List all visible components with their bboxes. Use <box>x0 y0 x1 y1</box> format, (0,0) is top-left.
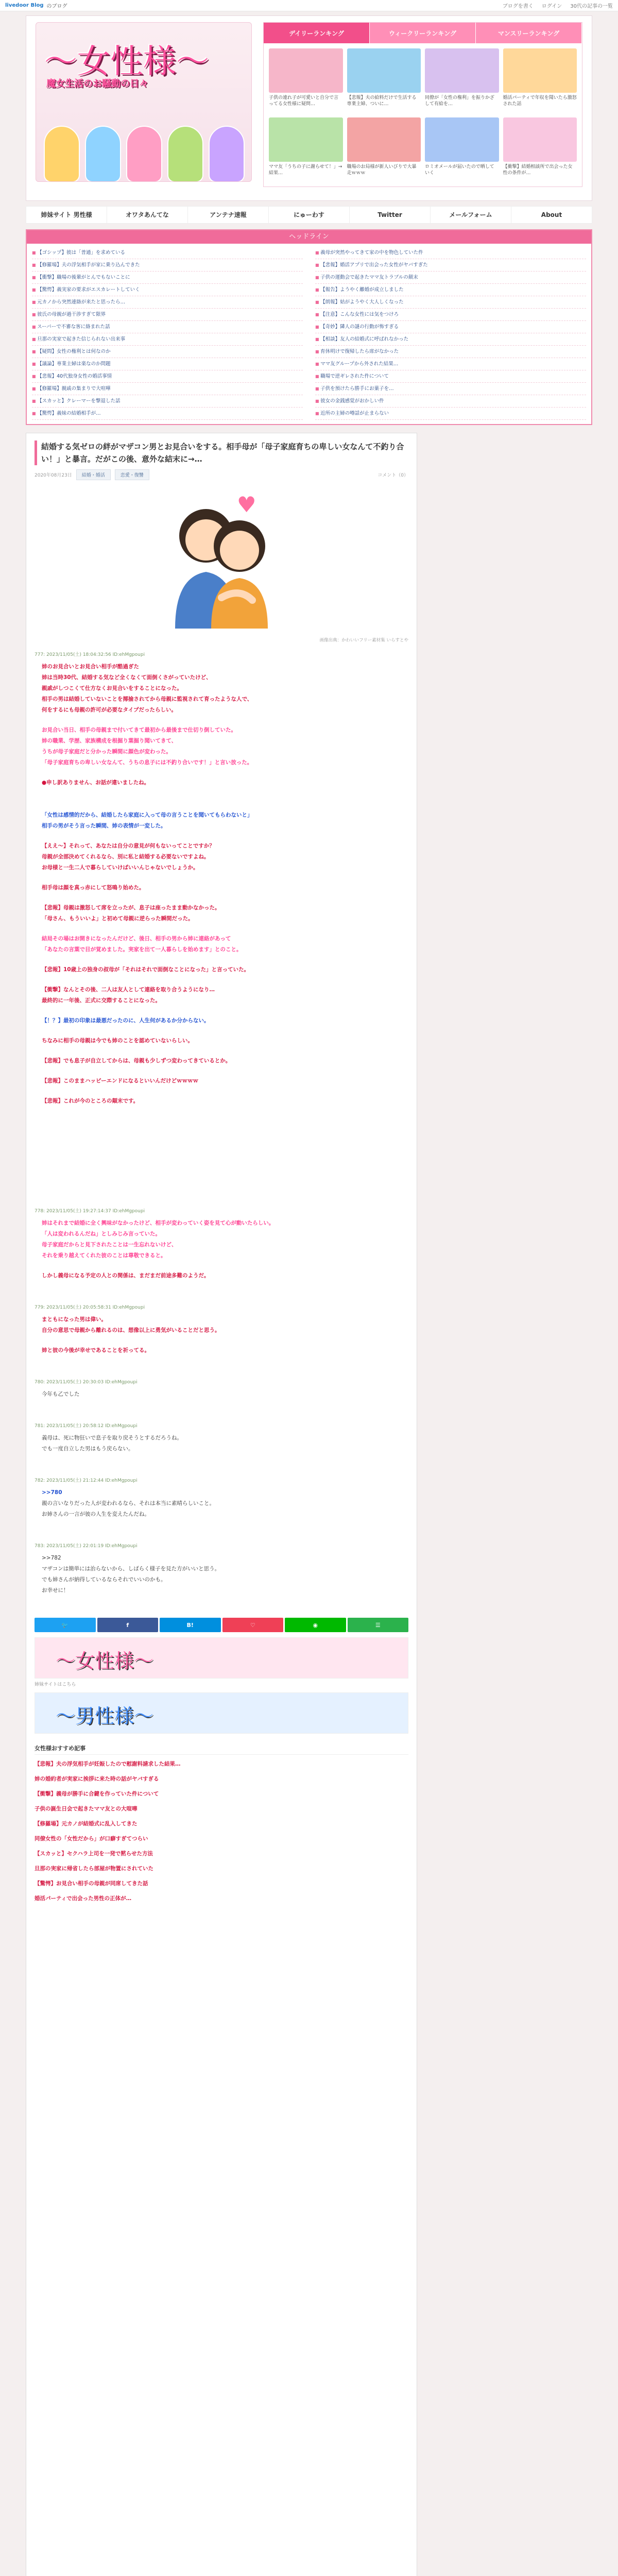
character-5 <box>209 126 245 182</box>
post <box>35 1476 408 1520</box>
tab-daily-ranking[interactable]: デイリーランキング <box>264 23 370 43</box>
post-line: 最終的に一年後、正式に交際することになった。 <box>42 997 161 1004</box>
post-line: ちなみに相手の母親は今でも姉のことを認めていないらしい。 <box>42 1038 193 1044</box>
post-header: 781: 2023/11/05(土) 20:58:12 ID:ehMgpoupi <box>35 1423 138 1429</box>
post-line: 親の言いなりだった人が変われるなら、それは本当に素晴らしいこと。 <box>42 1500 215 1506</box>
post-line: 義母は、死に物狂いで息子を取り戻そうとするだろうね。 <box>42 1435 182 1441</box>
headline-item[interactable]: ■ 【議論】専業主婦は楽なのか問題 <box>32 358 303 370</box>
post-line: 【悲報】これが今のところの顛末です。 <box>42 1098 139 1104</box>
ranking-thumbnail[interactable] <box>503 117 577 162</box>
ranking-item[interactable] <box>425 117 499 182</box>
facebook-share-button[interactable]: f <box>97 1618 159 1632</box>
article-illustration <box>144 489 299 634</box>
hatena-share-button[interactable]: B! <box>160 1618 221 1632</box>
post-spacer <box>35 1454 408 1469</box>
post-line: うちが母子家庭だと分かった瞬間に顔色が変わった。 <box>42 749 171 755</box>
post-line: しかし義母になる予定の人との関係は、まだまだ前途多難のようだ。 <box>42 1273 210 1279</box>
post <box>35 1378 408 1400</box>
nav-twitter[interactable]: Twitter <box>350 207 431 223</box>
headline-item[interactable]: ■ 子供を預けたら勝手にお菓子を… <box>315 383 586 395</box>
post-spacer <box>35 1107 408 1199</box>
headline-item[interactable]: ■ ママ友グループから外された結果… <box>315 358 586 370</box>
post-line: でも姉さんが納得しているならそれでいいのかも。 <box>42 1577 166 1583</box>
livedoor-brand[interactable] <box>5 2 67 9</box>
character-3 <box>126 126 162 182</box>
nav-newwas[interactable]: にゅーわす <box>269 207 350 223</box>
write-blog-link[interactable]: ブログを書く <box>502 4 534 9</box>
spacer <box>35 955 408 964</box>
post-header: 782: 2023/11/05(土) 21:12:44 ID:ehMgpoupi <box>35 1478 138 1483</box>
headline-item[interactable]: ■ 彼氏の母親が過干渉すぎて限界 <box>32 309 303 321</box>
headline-item[interactable]: ■ 子供の運動会で起きたママ友トラブルの顛末 <box>315 272 586 284</box>
headline-item[interactable]: ■ 【スカッと】クレーマーを撃退した話 <box>32 395 303 408</box>
logo-title: 〜女性様〜 <box>44 43 209 81</box>
post-line: 【悲報】このままハッピーエンドになるといいんだけどｗｗｗｗ <box>42 1078 199 1084</box>
nav-mailform[interactable]: メールフォーム <box>431 207 511 223</box>
post-line: 姉の職業、学歴、家族構成を根掘り葉掘り聞いてきて、 <box>42 738 177 744</box>
article-meta <box>35 469 408 480</box>
posts <box>35 650 408 1611</box>
post-line: お幸せに！ <box>42 1587 69 1594</box>
post-spacer <box>35 1356 408 1370</box>
post-line: でも一度自立した男はもう戻らない。 <box>42 1446 134 1452</box>
headline-item[interactable]: ■ 【驚愕】義妹の結婚相手が… <box>32 408 303 420</box>
recommended-link[interactable]: 子供の誕生日会で起きたママ友との大喧嘩 <box>35 1806 138 1812</box>
category-tag[interactable]: 結婚・婚活 <box>76 469 111 480</box>
post-spacer <box>35 1281 408 1296</box>
site-header <box>26 15 592 201</box>
ranking-item-title[interactable]: 子供の連れ子が可愛いと自分で言ってる女性様に疑問… <box>269 95 339 107</box>
recommended-list <box>35 1759 408 1904</box>
post-line: 姉はそれまで結婚に全く興味がなかったけど、相手が変わっていく姿を見て心が動いたらしい。 <box>42 1220 274 1226</box>
banner-title: 〜男性様〜 <box>56 1705 154 1727</box>
post-spacer <box>35 1400 408 1414</box>
post-line: 姉と彼の今後が幸せであることを祈ってる。 <box>42 1347 150 1353</box>
post-line: 母子家庭だからと見下されたことは一生忘れないけど、 <box>42 1242 177 1248</box>
logo-subtitle: 魔女生活のお騒動の日々 <box>46 78 148 89</box>
ranking-item-title[interactable]: 【衝撃】結婚相談所で出会った女性の条件が… <box>503 164 573 176</box>
headline-list <box>27 244 591 423</box>
ranking-thumbnail[interactable] <box>347 117 421 162</box>
headline-item[interactable]: ■ 【ゴシップ】彼は「普通」を求めている <box>32 247 303 259</box>
livedoor-logo[interactable]: livedoor Blog <box>5 3 44 8</box>
spacer <box>35 1336 408 1345</box>
post-line: 「女性は感情的だから、結婚したら家庭に入って母の言うことを聞いてもらわないと」 <box>42 812 253 818</box>
recommended-link[interactable]: 【驚愕】お見合い相手の母親が同席してきた話 <box>35 1880 148 1887</box>
headline-item[interactable]: ■ 義母が突然やってきて家の中を物色していた件 <box>315 247 586 259</box>
headline-item[interactable]: ■ 【衝撃】職場の後輩がとんでもないことに <box>32 272 303 284</box>
recommended-link[interactable]: 【衝撃】義母が勝手に合鍵を作っていた件について <box>35 1791 159 1797</box>
spacer <box>35 1026 408 1036</box>
post-line: 何をするにも母親の許可が必要なタイプだったらしい。 <box>42 707 177 713</box>
banner-title: 〜女性様〜 <box>56 1650 154 1672</box>
spacer <box>35 716 408 725</box>
ranking-item[interactable] <box>347 117 421 182</box>
couple-illustration <box>144 489 299 634</box>
post <box>35 650 408 788</box>
nav-sister-site[interactable]: 姉妹サイト 男性様 <box>26 207 107 223</box>
post-line: 結局その場はお開きになったんだけど、後日、相手の男から姉に連絡があって <box>42 936 231 942</box>
post-line: 【衝撃】なんとその後、二人は友人として連絡を取り合うようになり… <box>42 987 215 993</box>
post-line: 「人は変われるんだね」としみじみ言っていた。 <box>42 1231 161 1237</box>
post <box>35 1541 408 1596</box>
ranking-item[interactable] <box>425 48 499 113</box>
articles-link[interactable]: 30代の記事の一覧 <box>570 4 613 9</box>
post-line: 姉のお見合いとお見合い相手が酷過ぎた <box>42 664 139 670</box>
sister-banner-female[interactable] <box>35 1637 408 1679</box>
post-line: 【悲報】母親は激怒して席を立ったが、息子は座ったまま動かなかった。 <box>42 905 220 911</box>
post <box>35 1421 408 1454</box>
ranking-thumbnail[interactable] <box>425 48 499 93</box>
twitter-share-button[interactable]: 🐦 <box>35 1618 96 1632</box>
login-link[interactable]: ログイン <box>541 4 562 9</box>
headline-item[interactable]: ■ 【報告】ようやく離婚が成立しました <box>315 284 586 296</box>
headline-item[interactable]: ■ 【注意】こんな女性には気をつけろ <box>315 309 586 321</box>
headline-item[interactable]: ■ 【修羅場】夫の浮気相手が家に乗り込んできた <box>32 259 303 272</box>
ranking-item-title[interactable]: ロミオメールが届いたので晒していく <box>425 164 494 176</box>
heart-icon: ♥ <box>237 492 256 517</box>
post <box>35 810 408 1107</box>
ranking-grid <box>264 43 582 188</box>
headline-item[interactable]: ■ 【朗報】姑がようやく大人しくなった <box>315 296 586 309</box>
post-line: ●申し訳ありません、お話が違いましたね。 <box>42 779 150 786</box>
headline-item[interactable]: ■ 【疑問】女性の権利とは何なのか <box>32 346 303 358</box>
comment-count[interactable]: コメント（0） <box>377 473 408 478</box>
article-date: 2020年08月23日 <box>35 473 72 478</box>
ranking-panel <box>263 22 582 187</box>
ranking-item-title[interactable]: 同僚が「女性の権利」を振りかざして有給を… <box>425 95 495 107</box>
recommended-link[interactable]: 【悲報】夫の浮気相手が妊娠したので慰謝料請求した結果… <box>35 1761 181 1767</box>
image-caption: 画像出典：かわいいフリー素材集 いらすとや <box>319 638 408 643</box>
spacer <box>35 1066 408 1076</box>
ranking-tabs <box>264 23 582 43</box>
headline-item[interactable]: ■ 【修羅場】親戚の集まりで大喧嘩 <box>32 383 303 395</box>
post-line: 「母さん、もういいよ」と初めて母親に逆らった瞬間だった。 <box>42 916 194 922</box>
post-line: マザコンは簡単には治らないから、しばらく様子を見た方がいいと思う。 <box>42 1566 220 1572</box>
share-buttons <box>35 1618 408 1632</box>
logo-illustration <box>36 100 252 182</box>
top-utility-bar <box>0 0 618 11</box>
category-tag[interactable]: 恋愛・復讐 <box>115 469 149 480</box>
spacer <box>35 1261 408 1270</box>
headline-item[interactable]: ■ 元カノから突然連絡が来たと思ったら… <box>32 296 303 309</box>
ranking-item-title[interactable]: 婚活パーティで年収を聞いたら激怒された話 <box>503 95 577 107</box>
post-spacer <box>35 1520 408 1534</box>
post-line: 相手の男がそう言った瞬間、姉の表情が一変した。 <box>42 823 166 829</box>
headline-item[interactable]: ■ 旦那の実家で起きた信じられない出来事 <box>32 333 303 346</box>
headline-item[interactable]: ■ 近所の主婦の噂話が止まらない <box>315 408 586 420</box>
ranking-item[interactable] <box>269 117 343 182</box>
post-line: 今年も乙でした <box>42 1391 80 1397</box>
spacer <box>35 832 408 841</box>
headline-item[interactable]: ■ 【悲報】婚活アプリで出会った女性がヤバすぎた <box>315 259 586 272</box>
post-line: 【！？】最初の印象は最悪だったのに、人生何があるか分からない。 <box>42 1018 210 1024</box>
headline-item[interactable]: ■ 【悲報】40代独身女性の婚活事情 <box>32 370 303 383</box>
headline-title: ヘッドライン <box>27 230 591 244</box>
nav-antenna-sokuhou[interactable]: アンテナ速報 <box>188 207 269 223</box>
spacer <box>35 1006 408 1015</box>
post-header: 778: 2023/11/05(土) 19:27:14:37 ID:ehMgpoupi <box>35 1209 145 1214</box>
post-line: 「あなたの言葉で目が覚めました。実家を出て一人暮らしを始めます」とのこと。 <box>42 946 242 953</box>
pocket-share-button[interactable]: ♡ <box>222 1618 284 1632</box>
recommended-link[interactable]: 婚活パーティで出会った男性の正体が… <box>35 1895 132 1902</box>
post-header: 779: 2023/11/05(土) 20:05:58:31 ID:ehMgpoupi <box>35 1305 145 1310</box>
recommended-link[interactable]: 【修羅場】元カノが結婚式に乱入してきた <box>35 1821 138 1827</box>
ranking-item-title[interactable]: 【悲報】夫の給料だけで生活する専業主婦、ついに… <box>347 95 417 107</box>
tab-monthly-ranking[interactable]: マンスリーランキング <box>476 23 582 43</box>
headline-item[interactable]: ■ スーパーで不審な客に絡まれた話 <box>32 321 303 333</box>
character-2 <box>85 126 121 182</box>
recommended-link[interactable]: 姉の婚約者が実家に挨拶に来た時の話がヤバすぎる <box>35 1776 159 1782</box>
post-line: それを乗り越えてくれた彼のことは尊敬できると。 <box>42 1252 166 1259</box>
headline-item[interactable]: ■ 【奇妙】隣人の謎の行動が怖すぎる <box>315 321 586 333</box>
main-column <box>26 433 417 2576</box>
spacer <box>35 873 408 883</box>
ranking-thumbnail[interactable] <box>269 48 343 93</box>
headline-box <box>26 229 592 425</box>
article <box>26 433 417 1911</box>
spacer <box>35 975 408 985</box>
site-logo[interactable] <box>36 22 252 182</box>
post-line: まともになった男は偉い。 <box>42 1316 107 1323</box>
post-line: 「母子家庭育ちの卑しい女なんて、うちの息子には不釣り合いです！」と言い放った。 <box>42 759 253 766</box>
post-line: お見合い当日、相手の母親まで付いてきて最初から最後まで仕切り倒していた。 <box>42 727 236 733</box>
post-header: 777: 2023/11/05(土) 18:04:32:56 ID:ehMgpoupi <box>35 652 145 657</box>
ranking-thumbnail[interactable] <box>269 117 343 162</box>
post-header: 780: 2023/11/05(土) 20:30:03 ID:ehMgpoupi <box>35 1380 138 1385</box>
post-line: 【ええ～】それって、あなたは自分の意見が何もないってことですか？ <box>42 843 215 849</box>
feedly-share-button[interactable]: ☰ <box>348 1618 409 1632</box>
ranking-item[interactable] <box>503 117 577 182</box>
post-line: お姉さんの一言が彼の人生を変えたんだね。 <box>42 1511 150 1517</box>
recommended-link[interactable]: 同僚女性の「女性だから」が口癖すぎてつらい <box>35 1836 148 1842</box>
headline-item[interactable]: ■ 【相談】友人の結婚式に呼ばれなかった <box>315 333 586 346</box>
post <box>35 1207 408 1281</box>
top-links <box>503 2 613 9</box>
sister-banner-male[interactable] <box>35 1692 408 1734</box>
ranking-item[interactable] <box>269 48 343 113</box>
post-line: >>782 <box>42 1555 61 1561</box>
spacer <box>35 768 408 777</box>
ranking-thumbnail[interactable] <box>425 117 499 162</box>
spacer <box>35 893 408 903</box>
spacer <box>35 1046 408 1056</box>
post-line: 自分の意思で母親から離れるのは、想像以上に勇気がいることだと思う。 <box>42 1327 220 1333</box>
post-header: 783: 2023/11/05(土) 22:01:19 ID:ehMgpoupi <box>35 1544 138 1549</box>
character-4 <box>167 126 203 182</box>
nav-owata-antenna[interactable]: オワタあんてな <box>107 207 188 223</box>
ranking-thumbnail[interactable] <box>503 48 577 93</box>
post-line: 相手の男は結婚していないことを揶揄されてから母親に監視されて育ったような人で、 <box>42 696 253 702</box>
post-line: 姉は当時30代、結婚する気など全くなくて面倒くさがっていたけど、 <box>42 674 212 681</box>
spacer <box>35 924 408 934</box>
ranking-item-title[interactable]: 職場のお局様が新人いびりで大暴走ｗｗｗ <box>347 164 417 176</box>
post-line: 【悲報】10歳上の独身の叔母が「それはそれで面倒なことになった」と言っていた。 <box>42 967 250 973</box>
post-spacer <box>35 1596 408 1611</box>
recommended-link[interactable]: 旦那の実家に帰省したら部屋が物置にされていた <box>35 1866 153 1872</box>
post-line: 親戚がしつこくて仕方なくお見合いをすることになった。 <box>42 685 182 691</box>
post-line: >>780 <box>42 1489 62 1496</box>
ranking-item[interactable] <box>503 48 577 113</box>
ranking-item-title[interactable]: ママ友「うちの子に謝らせて！」→ 結果… <box>269 164 342 176</box>
recommended-link[interactable]: 【スカッと】セクハラ上司を一発で黙らせた方法 <box>35 1851 153 1857</box>
character-1 <box>44 126 80 182</box>
ranking-item[interactable] <box>347 48 421 113</box>
post-spacer <box>35 788 408 803</box>
post <box>35 1303 408 1356</box>
post-line: 母親が全部決めてくれるなら、別に私と結婚する必要ないですよね。 <box>42 854 210 860</box>
article-title[interactable]: 結婚する気ゼロの絆がマザコン男とお見合いをする。相手母が「母子家庭育ちの卑しい女なんて不釣り合い！」と暴言。だがこの後、意外な結末に→… <box>35 440 408 465</box>
spacer <box>35 1087 408 1096</box>
post-line: 相手母は顔を真っ赤にして怒鳴り始めた。 <box>42 885 145 891</box>
brand-sub: のブログ <box>46 4 67 9</box>
nav-about[interactable]: About <box>541 211 562 218</box>
tab-weekly-ranking[interactable]: ウィークリーランキング <box>370 23 476 43</box>
ranking-thumbnail[interactable] <box>347 48 421 93</box>
line-share-button[interactable]: ◉ <box>285 1618 346 1632</box>
headline-item[interactable]: ■ 職場で逆ギレされた件について <box>315 370 586 383</box>
post-line: 【悲報】でも息子が自立してからは、母親も少しずつ変わってきているとか。 <box>42 1058 231 1064</box>
banner-caption: 姉妹サイトはこちら <box>35 1682 76 1687</box>
headline-item[interactable]: ■ 【驚愕】義実家の要求がエスカレートしていく <box>32 284 303 296</box>
headline-item[interactable]: ■ 彼女の金銭感覚がおかしい件 <box>315 395 586 408</box>
post-line: お母様と一生二人で暮らしていけばいいんじゃないでしょうか。 <box>42 865 199 871</box>
headline-item[interactable]: ■ 育休明けで復帰したら席がなかった <box>315 346 586 358</box>
recommended-title: 女性様おすすめ記事 <box>35 1744 408 1755</box>
global-nav <box>26 206 592 224</box>
